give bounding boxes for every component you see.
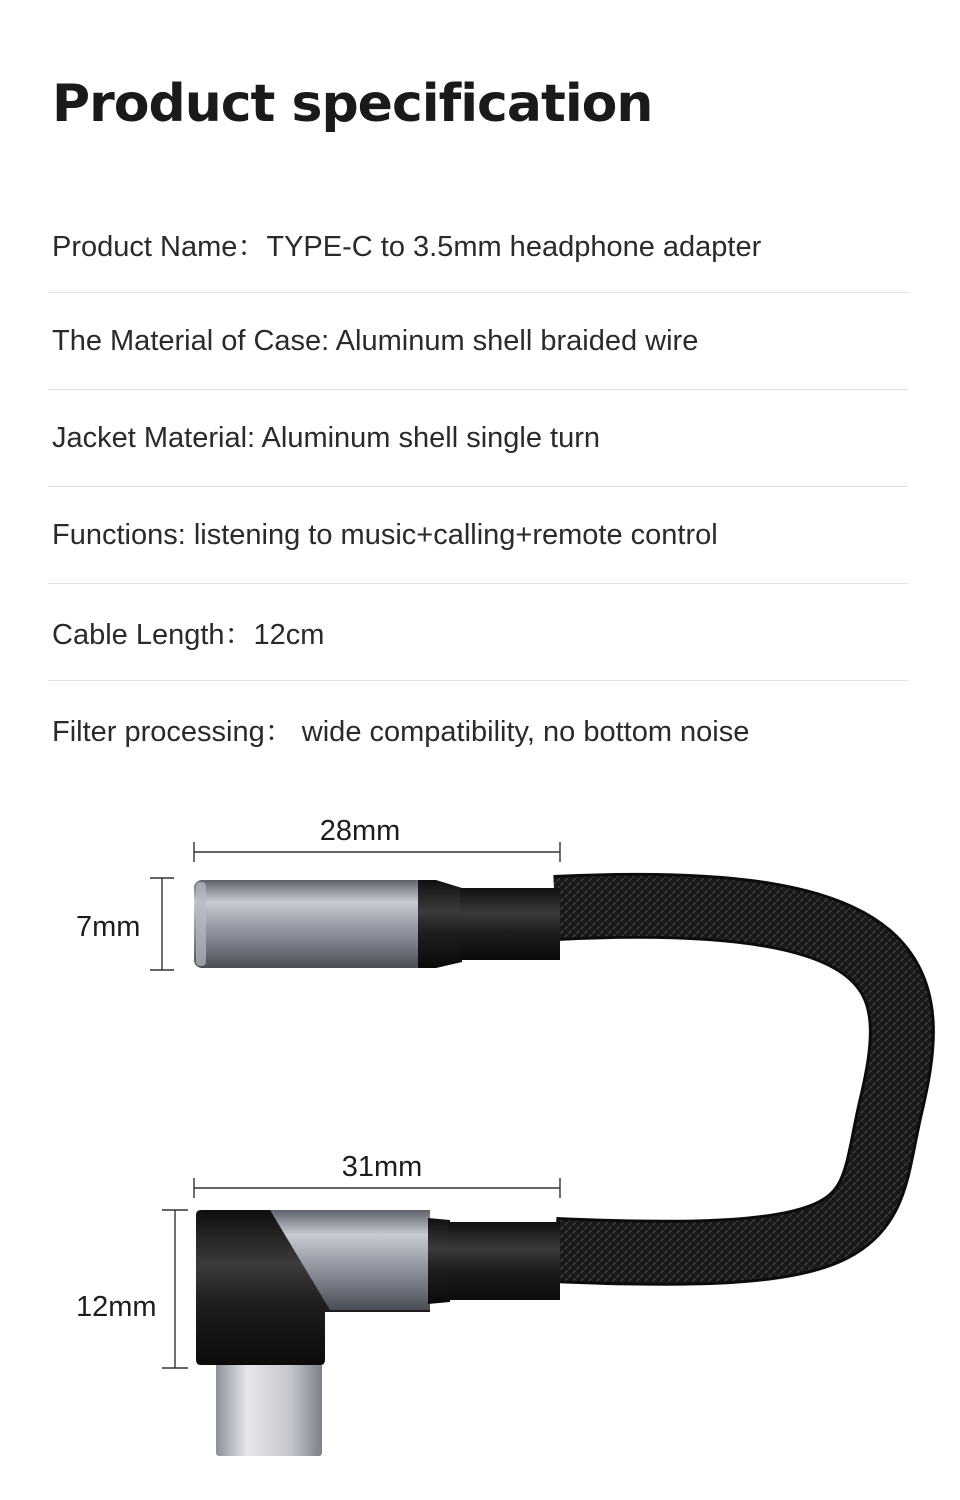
page-title: Product specification bbox=[52, 74, 653, 134]
spec-functions: Functions: listening to music+calling+remote control bbox=[48, 487, 908, 584]
audio-jack-connector bbox=[194, 880, 560, 968]
spec-cable-length: Cable Length：12cm bbox=[48, 584, 908, 681]
spec-jacket-material: Jacket Material: Aluminum shell single turn bbox=[48, 390, 908, 487]
dim-bottom-length: 31mm bbox=[341, 1151, 423, 1183]
dim-bottom-height: 12mm bbox=[76, 1291, 157, 1323]
spec-list bbox=[48, 196, 908, 778]
product-dimension-diagram bbox=[0, 790, 960, 1470]
braided-cable bbox=[555, 906, 902, 1253]
usb-c-connector bbox=[196, 1210, 560, 1456]
spec-product-name: Product Name：TYPE-C to 3.5mm headphone adapter bbox=[48, 196, 908, 293]
spec-case-material: The Material of Case: Aluminum shell braided wire bbox=[48, 293, 908, 390]
spec-filter-processing: Filter processing： wide compatibility, no bottom noise bbox=[52, 716, 750, 748]
dim-top-length: 28mm bbox=[319, 815, 401, 847]
dim-top-height: 7mm bbox=[76, 911, 141, 943]
